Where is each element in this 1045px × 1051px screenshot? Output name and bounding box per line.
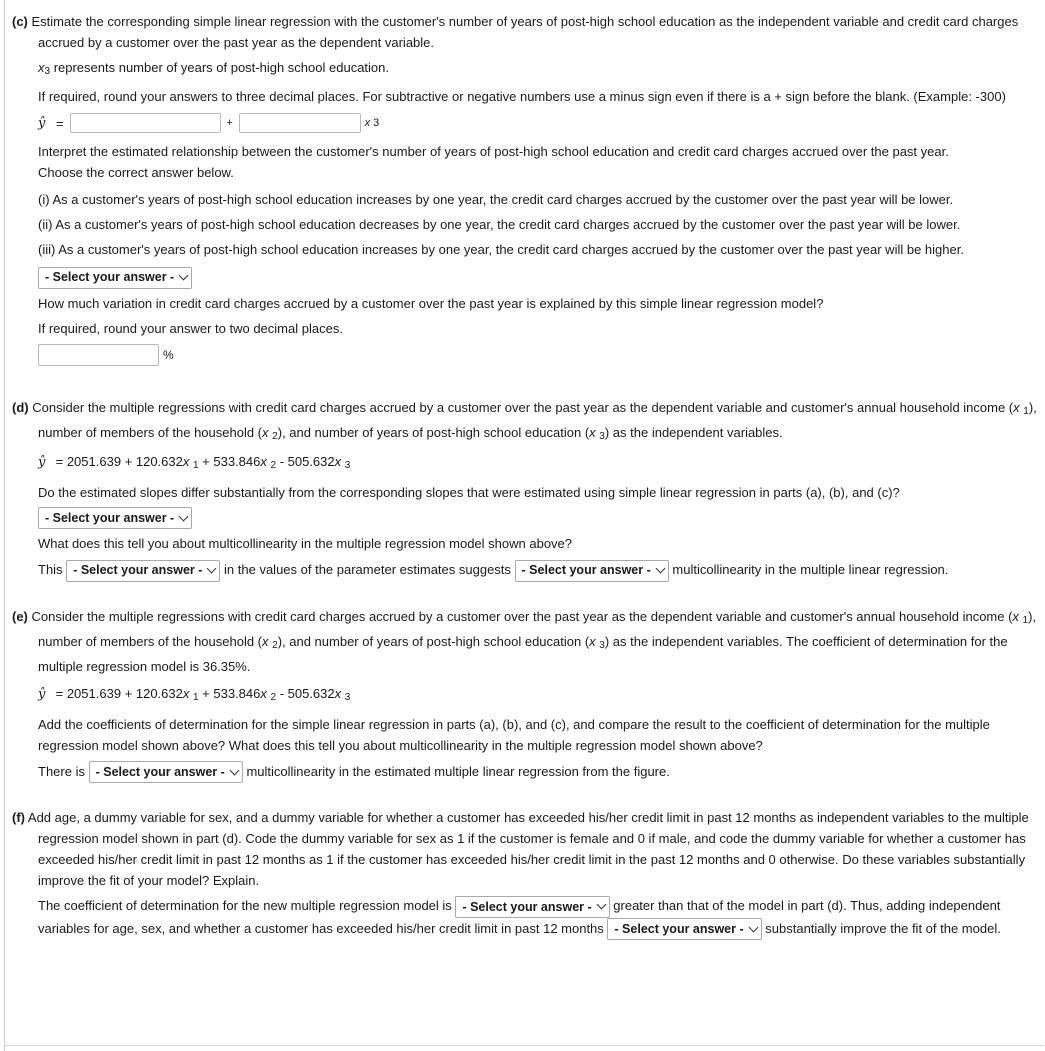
x-symbol: x <box>38 60 45 75</box>
y-hat-symbol: ŷ <box>38 454 46 470</box>
part-e-intro-b: ), number of members of the household ( <box>38 608 1037 649</box>
x3-term <box>365 117 380 129</box>
mid-text: in the values of the parameter estimates suggests <box>224 562 511 578</box>
x-symbol: x <box>182 453 190 469</box>
x-symbol: x <box>260 685 267 701</box>
there-is-text: There is <box>38 763 85 779</box>
left-border <box>4 0 5 1051</box>
x-symbol: x <box>262 424 269 440</box>
x-subscript: 1 <box>192 459 199 471</box>
r-squared-comparison-select[interactable] <box>455 896 609 918</box>
improve-fit-select[interactable] <box>607 918 761 940</box>
part-c-intro-text: Estimate the corresponding simple linear regression with the customer's number of years of post-high school education as the independent variable and credit card charges accrued by a customer over the past year as the dependent variable. <box>31 14 1019 50</box>
x-subscript: 3 <box>344 691 351 703</box>
eq-term-b: + 533.846 <box>202 685 261 701</box>
round-note: If required, round your answers to three decimal places. For subtractive or negative numbers use a minus sign even if there is a + sign before the blank. (Example: -300) <box>38 89 1006 104</box>
intercept-input[interactable] <box>70 113 221 133</box>
x3-note <box>12 57 1037 82</box>
x-subscript: 2 <box>272 639 278 651</box>
x-subscript: 3 <box>344 459 351 471</box>
part-c <box>12 11 1037 367</box>
this-text: This <box>38 562 63 578</box>
chevron-down-icon <box>207 564 217 574</box>
option-i: (i) As a customer's years of post-high school education increases by one year, the credit card charges accrued by the customer over the past year will be lower. <box>38 192 954 207</box>
select-label: - Select your answer - <box>521 563 651 578</box>
part-e-intro <box>12 606 1037 677</box>
x-symbol: x <box>589 633 596 649</box>
there-is-sentence <box>12 760 1037 784</box>
x-symbol: x <box>364 117 371 129</box>
x-symbol: x <box>262 633 269 649</box>
interpretation-select[interactable] <box>38 267 192 289</box>
choose-text: Choose the correct answer below. <box>38 165 234 180</box>
x-symbol: x <box>334 453 342 469</box>
select-label: - Select your answer - <box>45 510 175 525</box>
eq-term-a: = 2051.639 + 120.632 <box>55 453 183 469</box>
multicollinearity-sentence <box>12 558 1037 582</box>
part-d-letter: (d) <box>12 399 29 415</box>
line-a: The coefficient of determination for the new multiple regression model is <box>38 898 452 914</box>
percent-sign: % <box>163 347 174 362</box>
part-e <box>12 606 1037 784</box>
multicollinearity-extent-select[interactable] <box>89 761 243 783</box>
plus-sign: + <box>226 117 233 129</box>
x-symbol: x <box>334 685 342 701</box>
eq-term-a: = 2051.639 + 120.632 <box>55 685 183 701</box>
multicollinearity-select[interactable] <box>515 560 669 582</box>
select-label: - Select your answer - <box>462 899 592 914</box>
answer-options <box>12 187 1037 262</box>
y-hat-symbol: ŷ <box>38 686 46 702</box>
x-subscript: 1 <box>1023 405 1029 417</box>
part-d <box>12 397 1037 582</box>
x-symbol: x <box>1012 608 1019 624</box>
x-subscript: 2 <box>272 430 278 442</box>
interpret-question: Interpret the estimated relationship between the customer's number of years of post-high school education and credit card charges accrued over the past year. <box>38 144 949 159</box>
chevron-down-icon <box>655 564 665 574</box>
x-subscript: 2 <box>270 459 277 471</box>
x-symbol: x <box>1013 399 1020 415</box>
x-subscript: 3 <box>599 430 605 442</box>
part-c-letter: (c) <box>12 14 28 29</box>
part-f-intro-text: Add age, a dummy variable for sex, and a dummy variable for whether a customer has exceeded his/her credit limit in past 12 months as independent variables to the multiple regression model shown in part (d). Code the dummy variable for sex as 1 if the customer is female and 0 if male, and code the dummy variable for whether a customer has exceeded his/her credit limit in past 12 months as 1 if the customer has exceeded his/her credit limit in the past 12 months and 0 otherwise. Do these variables substantially improve the fit of your model? Explain. <box>27 810 1029 889</box>
variation-question: How much variation in credit card charges accrued by a customer over the past year is explained by this simple linear regression model? <box>38 295 824 311</box>
x-subscript: 3 <box>44 66 51 77</box>
part-d-intro-c: ), and number of years of post-high school education ( <box>277 424 590 440</box>
round-two-note: If required, round your answer to two decimal places. <box>38 320 343 336</box>
chevron-down-icon <box>596 900 606 910</box>
slopes-differ-select[interactable] <box>38 507 192 529</box>
chevron-down-icon <box>179 511 189 521</box>
part-d-intro-b: ), number of members of the household ( <box>38 399 1037 440</box>
line-c: substantially improve the fit of the model. <box>765 920 1001 936</box>
slopes-question: Do the estimated slopes differ substantially from the corresponding slopes that were estimated using simple linear regression in parts (a), (b), and (c)? <box>38 484 900 500</box>
r-squared-row <box>12 343 1037 367</box>
part-c-intro <box>12 11 1037 53</box>
eq-term-c: - 505.632 <box>279 685 335 701</box>
x-symbol: x <box>589 424 596 440</box>
end-text: multicollinearity in the estimated multiple linear regression from the figure. <box>246 763 670 779</box>
bottom-border <box>4 1045 1044 1046</box>
select-label: - Select your answer - <box>45 270 175 285</box>
new-model-sentence <box>12 895 1037 940</box>
part-e-intro-c: ), and number of years of post-high school education ( <box>277 633 590 649</box>
part-e-intro-d: ) as the independent variables. The coefficient of determination for the multiple regression model is 36.35%. <box>38 633 1008 674</box>
regression-equation-d <box>12 451 1037 476</box>
x-subscript: 2 <box>270 691 277 703</box>
part-f-letter: (f) <box>12 810 25 826</box>
eq-term-c: - 505.632 <box>279 453 335 469</box>
part-d-intro <box>12 397 1037 447</box>
add-coefficients-question: Add the coefficients of determination for the simple linear regression in parts (a), (b), and (c), and compare the result to the coefficient of determination for the multiple regression model shown above? What does this tell you about multicollinearity in the multiple regression model shown above? <box>38 716 990 753</box>
slope-input[interactable] <box>239 113 361 133</box>
select-label: - Select your answer - <box>614 922 744 937</box>
y-hat-symbol: ŷ <box>38 115 46 131</box>
x-subscript: 3 <box>599 639 605 651</box>
select-label: - Select your answer - <box>95 764 225 779</box>
parameter-change-select[interactable] <box>66 560 220 582</box>
part-e-intro-a: Consider the multiple regressions with credit card charges accrued by a customer over the past year as the dependent variable and customer's annual household income ( <box>31 608 1013 624</box>
question-content <box>12 11 1037 940</box>
chevron-down-icon <box>229 765 239 775</box>
r-squared-input[interactable] <box>38 344 159 366</box>
x-symbol: x <box>260 453 267 469</box>
x3-note-text: represents number of years of post-high school education. <box>53 60 389 75</box>
x-subscript: 3 <box>373 117 380 129</box>
option-iii: (iii) As a customer's years of post-high school education increases by one year, the credit card charges accrued by the customer over the past year will be higher. <box>38 242 964 257</box>
part-f <box>12 807 1037 940</box>
eq-term-b: + 533.846 <box>202 453 261 469</box>
select-label: - Select your answer - <box>73 563 203 578</box>
part-d-intro-a: Consider the multiple regressions with credit card charges accrued by a customer over the past year as the dependent variable and customer's annual household income ( <box>32 399 1014 415</box>
line-b: greater than that of the model in part (d). Thus, adding independent variables for age, sex, and whether a customer has exceeded his/her credit limit in past 12 months <box>38 898 1001 936</box>
chevron-down-icon <box>748 922 758 932</box>
x-subscript: 1 <box>1022 614 1029 626</box>
part-d-intro-d: ) as the independent variables. <box>604 424 783 440</box>
part-f-intro <box>12 807 1037 891</box>
regression-equation-c <box>12 111 1037 135</box>
part-e-letter: (e) <box>12 608 28 624</box>
equals-sign: = <box>56 115 64 131</box>
regression-equation-e <box>12 683 1037 708</box>
x-symbol: x <box>182 685 190 701</box>
end-text: multicollinearity in the multiple linear regression. <box>672 562 949 578</box>
option-ii: (ii) As a customer's years of post-high school education decreases by one year, the credit card charges accrued by the customer over the past year will be lower. <box>38 217 961 232</box>
multicollinearity-question: What does this tell you about multicollinearity in the multiple regression model shown above? <box>38 536 573 552</box>
x-subscript: 1 <box>192 691 199 703</box>
chevron-down-icon <box>179 271 189 281</box>
